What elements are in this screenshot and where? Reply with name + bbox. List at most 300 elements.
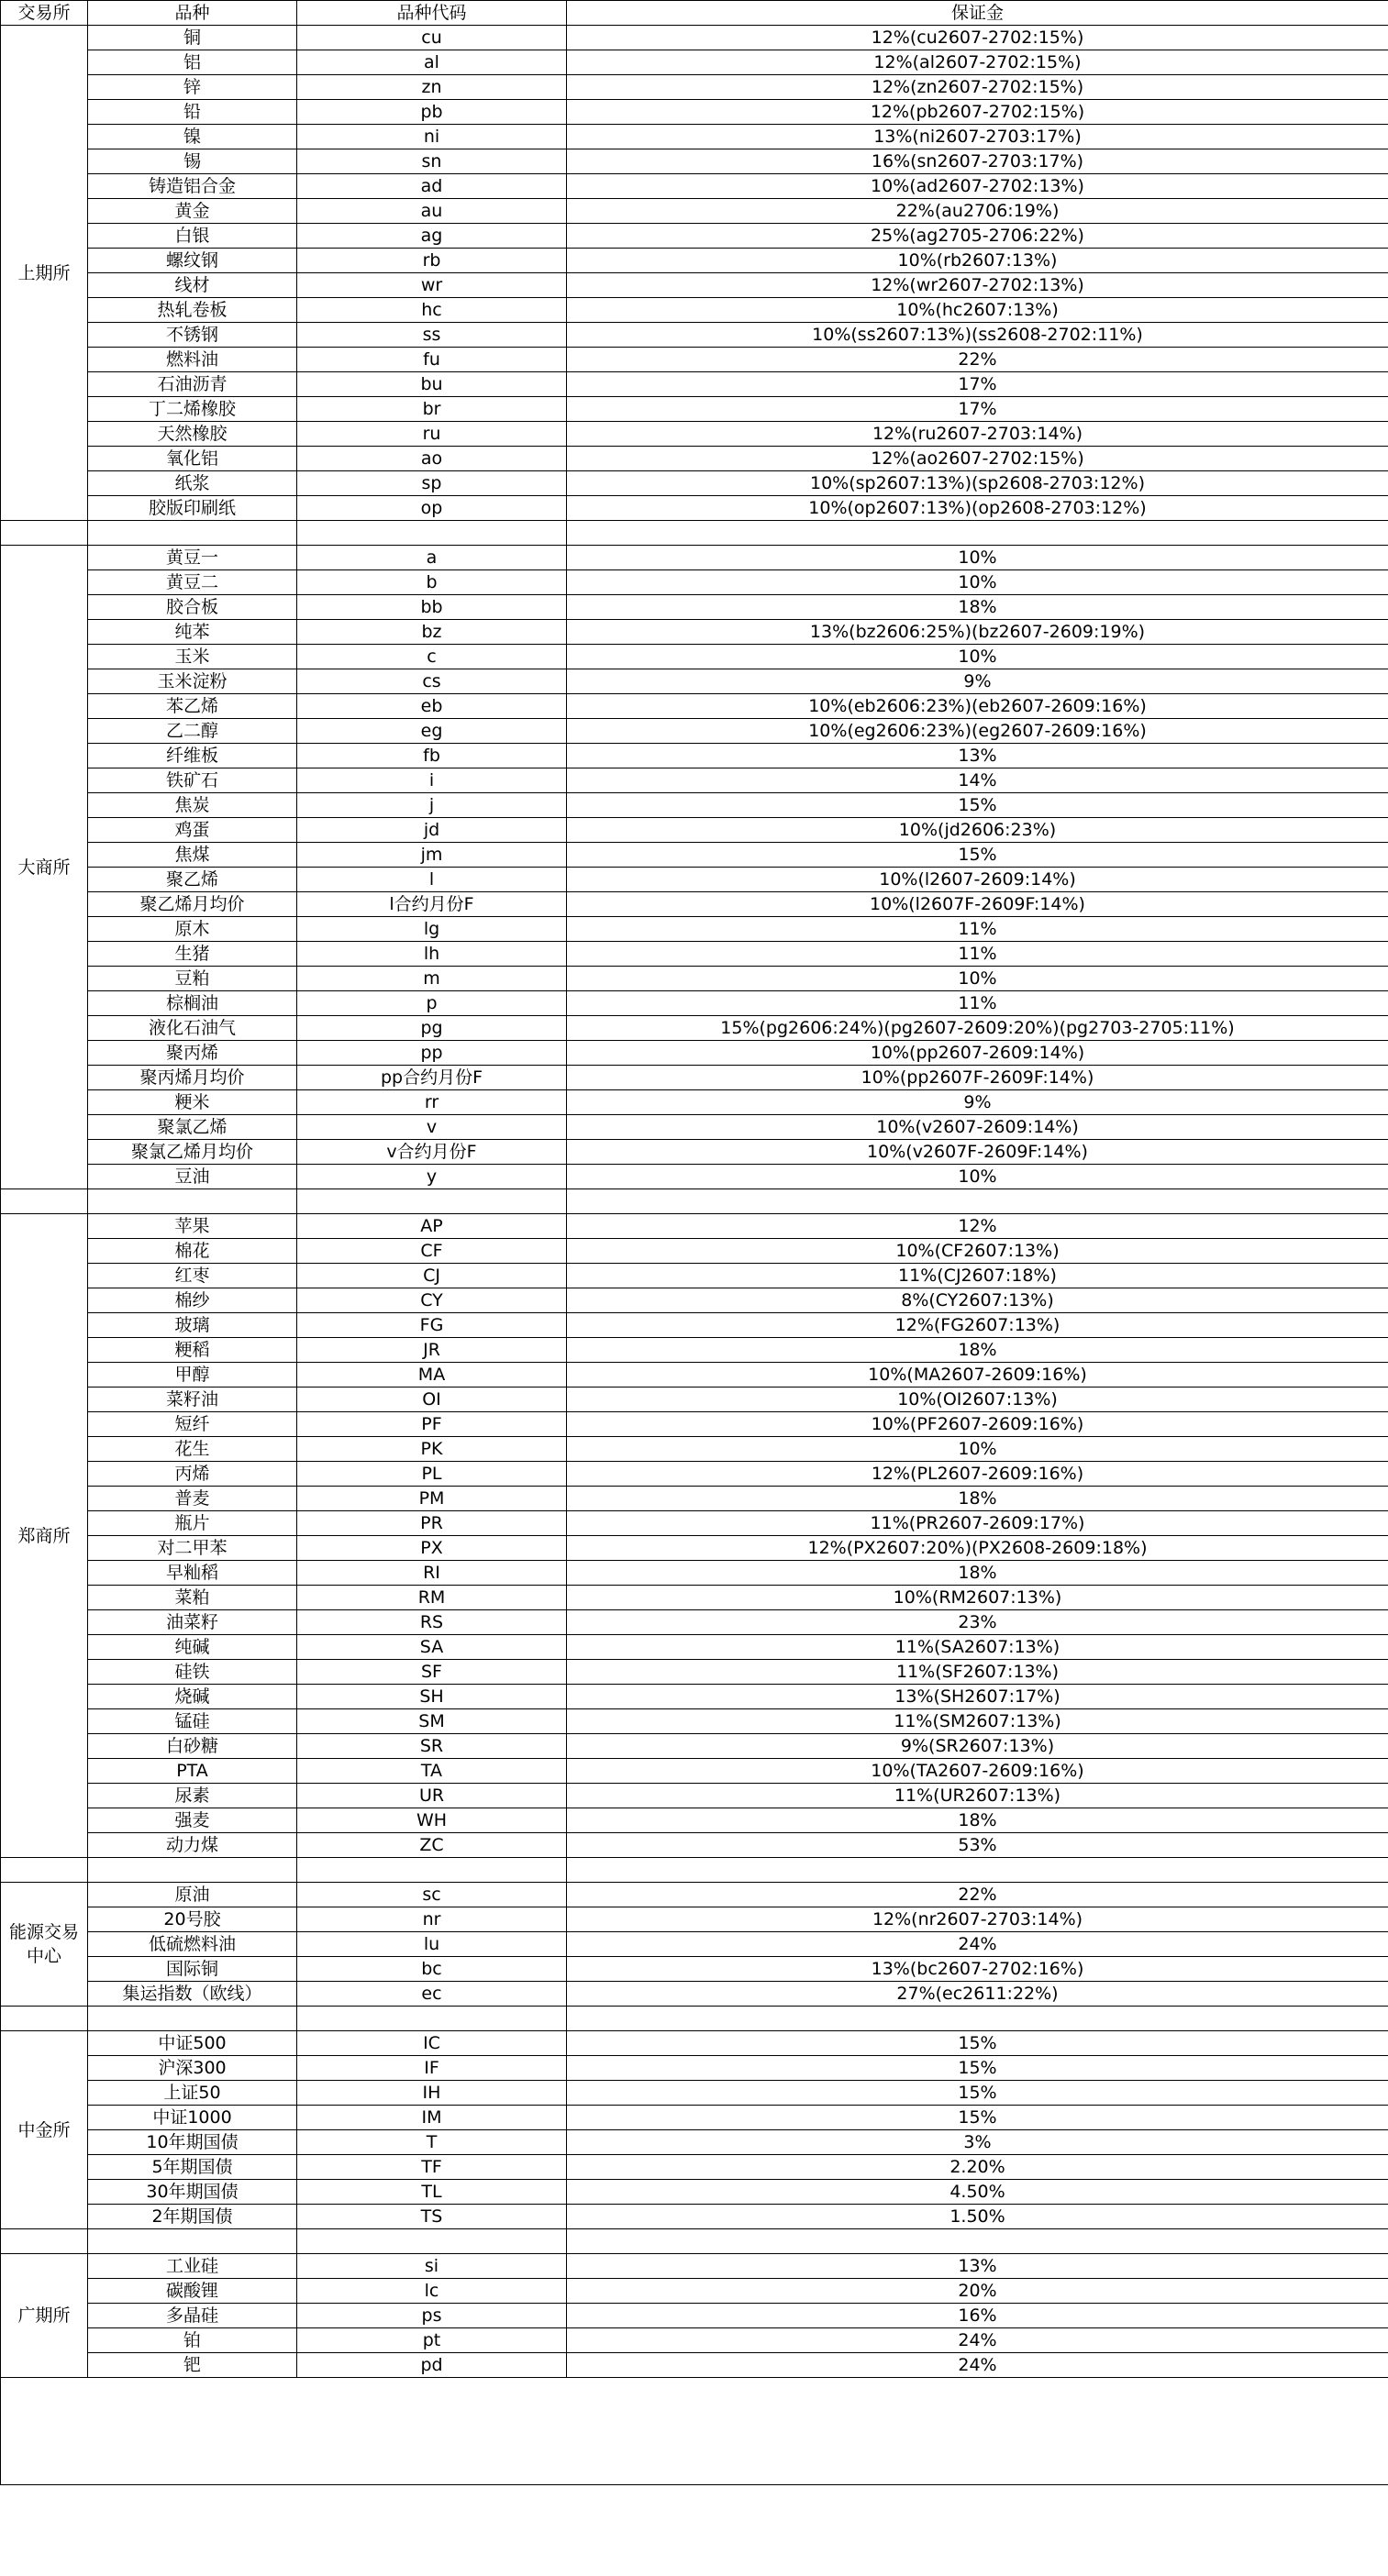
blank-cell (88, 1189, 297, 1214)
table-row (1, 868, 1388, 892)
code-cell: lc (297, 2279, 567, 2304)
table-row (1, 1635, 1388, 1660)
table-row (1, 125, 1388, 149)
code-cell: TF (297, 2155, 567, 2180)
blank-cell (567, 1189, 1388, 1214)
margin-cell: 10%(CF2607:13%) (567, 1239, 1388, 1264)
margin-cell: 10%(jd2606:23%) (567, 818, 1388, 843)
variety-cell: 胶合板 (88, 595, 297, 620)
table-row (1, 348, 1388, 372)
exchange-cell: 上期所 (1, 26, 88, 521)
code-cell: v合约月份F (297, 1140, 567, 1165)
table-row (1, 1511, 1388, 1536)
code-cell: PF (297, 1412, 567, 1437)
margin-cell: 17% (567, 397, 1388, 422)
code-cell: bz (297, 620, 567, 645)
code-cell: IF (297, 2056, 567, 2081)
variety-cell: 焦煤 (88, 843, 297, 868)
code-cell: CF (297, 1239, 567, 1264)
code-cell: wr (297, 273, 567, 298)
variety-cell: 瓶片 (88, 1511, 297, 1536)
margin-cell: 11%(SA2607:13%) (567, 1635, 1388, 1660)
code-cell: ss (297, 323, 567, 348)
margin-cell: 15% (567, 2081, 1388, 2106)
variety-cell: 钯 (88, 2353, 297, 2378)
table-row (1, 471, 1388, 496)
blank-cell (1, 521, 88, 546)
table-row (1, 1586, 1388, 1610)
table-row (1, 645, 1388, 669)
code-cell: zn (297, 75, 567, 100)
code-cell: y (297, 1165, 567, 1189)
margin-cell: 11%(CJ2607:18%) (567, 1264, 1388, 1288)
variety-cell: 菜粕 (88, 1586, 297, 1610)
variety-cell: 黄豆二 (88, 570, 297, 595)
variety-cell: 早籼稻 (88, 1561, 297, 1586)
variety-cell: 豆油 (88, 1165, 297, 1189)
margin-cell: 10%(ad2607-2702:13%) (567, 174, 1388, 199)
code-cell: MA (297, 1363, 567, 1388)
margin-cell: 11%(UR2607:13%) (567, 1784, 1388, 1808)
table-row (1, 917, 1388, 942)
code-cell: sn (297, 149, 567, 174)
code-cell: eb (297, 694, 567, 719)
margin-cell: 24% (567, 1932, 1388, 1957)
margin-cell: 27%(ec2611:22%) (567, 1982, 1388, 2007)
code-cell: PM (297, 1487, 567, 1511)
code-cell: SH (297, 1685, 567, 1709)
margin-cell: 10%(TA2607-2609:16%) (567, 1759, 1388, 1784)
table-row (1, 1883, 1388, 1907)
variety-cell: 菜籽油 (88, 1388, 297, 1412)
code-cell: al (297, 50, 567, 75)
code-cell: op (297, 496, 567, 521)
margin-cell: 9% (567, 1090, 1388, 1115)
margin-cell: 13%(SH2607:17%) (567, 1685, 1388, 1709)
margin-cell: 10%(rb2607:13%) (567, 249, 1388, 273)
variety-cell: 镍 (88, 125, 297, 149)
margin-cell: 12%(PX2607:20%)(PX2608-2609:18%) (567, 1536, 1388, 1561)
code-cell: ru (297, 422, 567, 447)
table-row (1, 669, 1388, 694)
blank-cell (297, 1858, 567, 1883)
table-row (1, 1239, 1388, 1264)
code-cell: bu (297, 372, 567, 397)
code-cell: ps (297, 2304, 567, 2328)
margin-cell: 15% (567, 793, 1388, 818)
variety-cell: 铅 (88, 100, 297, 125)
table-row (1, 1016, 1388, 1041)
code-cell: RS (297, 1610, 567, 1635)
code-cell: nr (297, 1907, 567, 1932)
blank-cell (1, 1189, 88, 1214)
margin-cell: 15% (567, 2106, 1388, 2130)
code-cell: br (297, 397, 567, 422)
margin-cell: 24% (567, 2353, 1388, 2378)
code-cell: pd (297, 2353, 567, 2378)
code-cell: pg (297, 1016, 567, 1041)
variety-cell: 线材 (88, 273, 297, 298)
variety-cell: 碳酸锂 (88, 2279, 297, 2304)
code-cell: TS (297, 2205, 567, 2229)
margin-cell: 10%(hc2607:13%) (567, 298, 1388, 323)
table-row (1, 1288, 1388, 1313)
margin-cell: 16%(sn2607-2703:17%) (567, 149, 1388, 174)
blank-cell (297, 2007, 567, 2031)
table-row (1, 372, 1388, 397)
variety-cell: 石油沥青 (88, 372, 297, 397)
variety-cell: 乙二醇 (88, 719, 297, 744)
margin-cell: 11% (567, 942, 1388, 967)
variety-cell: 尿素 (88, 1784, 297, 1808)
variety-cell: 丁二烯橡胶 (88, 397, 297, 422)
variety-cell: 20号胶 (88, 1907, 297, 1932)
variety-cell: 锡 (88, 149, 297, 174)
table-row (1, 2328, 1388, 2353)
variety-cell: 锌 (88, 75, 297, 100)
blank-cell (567, 2229, 1388, 2254)
table-row (1, 2254, 1388, 2279)
table-row (1, 2353, 1388, 2378)
table-row (1, 793, 1388, 818)
code-cell: TL (297, 2180, 567, 2205)
code-cell: PK (297, 1437, 567, 1462)
table-row (1, 1041, 1388, 1066)
variety-cell: 集运指数（欧线） (88, 1982, 297, 2007)
margin-cell: 10% (567, 570, 1388, 595)
code-cell: jd (297, 818, 567, 843)
code-cell: ni (297, 125, 567, 149)
margin-cell: 18% (567, 1561, 1388, 1586)
code-cell: RI (297, 1561, 567, 1586)
margin-cell: 22% (567, 348, 1388, 372)
code-cell: PR (297, 1511, 567, 1536)
variety-cell: 原木 (88, 917, 297, 942)
variety-cell: 氧化铝 (88, 447, 297, 471)
code-cell: l合约月份F (297, 892, 567, 917)
code-cell: T (297, 2130, 567, 2155)
blank-cell (1, 2229, 88, 2254)
code-cell: b (297, 570, 567, 595)
variety-cell: 油菜籽 (88, 1610, 297, 1635)
table-row (1, 496, 1388, 521)
variety-cell: 豆粕 (88, 967, 297, 991)
variety-cell: 沪深300 (88, 2056, 297, 2081)
blank-cell (567, 1858, 1388, 1883)
code-cell: hc (297, 298, 567, 323)
code-cell: eg (297, 719, 567, 744)
code-cell: AP (297, 1214, 567, 1239)
variety-cell: 甲醇 (88, 1363, 297, 1388)
margin-cell: 10%(MA2607-2609:16%) (567, 1363, 1388, 1388)
table-row (1, 1165, 1388, 1189)
code-cell: SF (297, 1660, 567, 1685)
table-row (1, 942, 1388, 967)
table-row (1, 1610, 1388, 1635)
margin-cell: 11% (567, 917, 1388, 942)
blank-cell (88, 2007, 297, 2031)
margin-cell: 18% (567, 1487, 1388, 1511)
table-row (1, 595, 1388, 620)
table-row (1, 2130, 1388, 2155)
table-row (1, 768, 1388, 793)
variety-cell: 聚丙烯月均价 (88, 1066, 297, 1090)
code-cell: j (297, 793, 567, 818)
variety-cell: 普麦 (88, 1487, 297, 1511)
table-row (1, 818, 1388, 843)
table-row (1, 149, 1388, 174)
variety-cell: 铜 (88, 26, 297, 50)
margin-cell: 15%(pg2606:24%)(pg2607-2609:20%)(pg2703-2705:11%) (567, 1016, 1388, 1041)
margin-cell: 10%(sp2607:13%)(sp2608-2703:12%) (567, 471, 1388, 496)
code-cell: TA (297, 1759, 567, 1784)
variety-cell: 工业硅 (88, 2254, 297, 2279)
margin-cell: 22% (567, 1883, 1388, 1907)
margin-cell: 17% (567, 372, 1388, 397)
table-row (1, 1487, 1388, 1511)
margin-cell: 10%(l2607-2609:14%) (567, 868, 1388, 892)
margin-cell: 10%(OI2607:13%) (567, 1388, 1388, 1412)
exchange-cell: 中金所 (1, 2031, 88, 2229)
variety-cell: PTA (88, 1759, 297, 1784)
table-row (1, 1412, 1388, 1437)
table-row (1, 50, 1388, 75)
margin-cell: 10%(PF2607-2609:16%) (567, 1412, 1388, 1437)
table-row (1, 1734, 1388, 1759)
margin-cell: 12%(cu2607-2702:15%) (567, 26, 1388, 50)
code-cell: lg (297, 917, 567, 942)
table-row (1, 224, 1388, 249)
table-row (1, 1536, 1388, 1561)
margin-cell: 23% (567, 1610, 1388, 1635)
table-row (1, 2279, 1388, 2304)
variety-cell: 铸造铝合金 (88, 174, 297, 199)
margin-cell: 10%(eg2606:23%)(eg2607-2609:16%) (567, 719, 1388, 744)
margin-cell: 3% (567, 2130, 1388, 2155)
variety-cell: 丙烯 (88, 1462, 297, 1487)
margin-cell: 15% (567, 2056, 1388, 2081)
margin-cell: 10% (567, 546, 1388, 570)
code-cell: IC (297, 2031, 567, 2056)
margin-cell: 12%(ao2607-2702:15%) (567, 447, 1388, 471)
variety-cell: 玻璃 (88, 1313, 297, 1338)
margin-cell: 10%(op2607:13%)(op2608-2703:12%) (567, 496, 1388, 521)
code-cell: sp (297, 471, 567, 496)
blank-cell (297, 1189, 567, 1214)
code-cell: ao (297, 447, 567, 471)
table-row (1, 1808, 1388, 1833)
table-body (1, 26, 1388, 2485)
table-row (1, 1140, 1388, 1165)
table-row (1, 1437, 1388, 1462)
exchange-cell: 大商所 (1, 546, 88, 1189)
margin-cell: 14% (567, 768, 1388, 793)
table-row (1, 843, 1388, 868)
code-cell: OI (297, 1388, 567, 1412)
margin-cell: 11%(PR2607-2609:17%) (567, 1511, 1388, 1536)
code-cell: lh (297, 942, 567, 967)
variety-cell: 纸浆 (88, 471, 297, 496)
variety-cell: 苯乙烯 (88, 694, 297, 719)
variety-cell: 花生 (88, 1437, 297, 1462)
code-cell: sc (297, 1883, 567, 1907)
table-row (1, 422, 1388, 447)
separator-row (1, 2007, 1388, 2031)
header-code: 品种代码 (297, 1, 567, 26)
margin-cell: 24% (567, 2328, 1388, 2353)
table-row (1, 546, 1388, 570)
variety-cell: 低硫燃料油 (88, 1932, 297, 1957)
variety-cell: 聚乙烯 (88, 868, 297, 892)
blank-cell (297, 2229, 567, 2254)
table-row (1, 100, 1388, 125)
blank-cell (88, 2229, 297, 2254)
code-cell: JR (297, 1338, 567, 1363)
separator-row (1, 1189, 1388, 1214)
table-row (1, 1957, 1388, 1982)
variety-cell: 棉纱 (88, 1288, 297, 1313)
margin-cell: 12% (567, 1214, 1388, 1239)
margin-cell: 10%(pp2607-2609:14%) (567, 1041, 1388, 1066)
blank-footer-cell (1, 2378, 1388, 2485)
variety-cell: 纯碱 (88, 1635, 297, 1660)
blank-cell (88, 521, 297, 546)
variety-cell: 聚氯乙烯 (88, 1115, 297, 1140)
variety-cell: 热轧卷板 (88, 298, 297, 323)
code-cell: ad (297, 174, 567, 199)
variety-cell: 鸡蛋 (88, 818, 297, 843)
header-exchange: 交易所 (1, 1, 88, 26)
variety-cell: 动力煤 (88, 1833, 297, 1858)
margin-cell: 9% (567, 669, 1388, 694)
table-row (1, 323, 1388, 348)
table-row (1, 1561, 1388, 1586)
table-row (1, 447, 1388, 471)
table-row (1, 75, 1388, 100)
code-cell: pt (297, 2328, 567, 2353)
variety-cell: 苹果 (88, 1214, 297, 1239)
variety-cell: 原油 (88, 1883, 297, 1907)
variety-cell: 棕榈油 (88, 991, 297, 1016)
variety-cell: 生猪 (88, 942, 297, 967)
code-cell: PX (297, 1536, 567, 1561)
table-row (1, 1090, 1388, 1115)
code-cell: pb (297, 100, 567, 125)
margin-cell: 15% (567, 843, 1388, 868)
code-cell: ZC (297, 1833, 567, 1858)
code-cell: SM (297, 1709, 567, 1734)
code-cell: c (297, 645, 567, 669)
table-row (1, 2155, 1388, 2180)
margin-cell: 13%(bz2606:25%)(bz2607-2609:19%) (567, 620, 1388, 645)
code-cell: m (297, 967, 567, 991)
table-row (1, 1115, 1388, 1140)
margin-cell: 13%(bc2607-2702:16%) (567, 1957, 1388, 1982)
variety-cell: 黄豆一 (88, 546, 297, 570)
margin-cell: 20% (567, 2279, 1388, 2304)
variety-cell: 纯苯 (88, 620, 297, 645)
margin-cell: 11%(SM2607:13%) (567, 1709, 1388, 1734)
table-row (1, 744, 1388, 768)
margin-cell: 53% (567, 1833, 1388, 1858)
table-row (1, 991, 1388, 1016)
code-cell: cs (297, 669, 567, 694)
table-row (1, 26, 1388, 50)
margin-cell: 1.50% (567, 2205, 1388, 2229)
margin-cell: 10% (567, 967, 1388, 991)
variety-cell: 硅铁 (88, 1660, 297, 1685)
table-row (1, 620, 1388, 645)
code-cell: v (297, 1115, 567, 1140)
variety-cell: 对二甲苯 (88, 1536, 297, 1561)
margin-cell: 13%(ni2607-2703:17%) (567, 125, 1388, 149)
margin-cell: 11%(SF2607:13%) (567, 1660, 1388, 1685)
margin-cell: 12%(wr2607-2702:13%) (567, 273, 1388, 298)
code-cell: jm (297, 843, 567, 868)
variety-cell: 白银 (88, 224, 297, 249)
table-row (1, 2304, 1388, 2328)
variety-cell: 玉米淀粉 (88, 669, 297, 694)
code-cell: ag (297, 224, 567, 249)
code-cell: RM (297, 1586, 567, 1610)
table-row (1, 967, 1388, 991)
margin-cell: 10%(RM2607:13%) (567, 1586, 1388, 1610)
separator-row (1, 2229, 1388, 2254)
code-cell: l (297, 868, 567, 892)
header-margin: 保证金 (567, 1, 1388, 26)
margin-cell: 18% (567, 1808, 1388, 1833)
table-row (1, 892, 1388, 917)
table-row (1, 719, 1388, 744)
code-cell: i (297, 768, 567, 793)
variety-cell: 棉花 (88, 1239, 297, 1264)
blank-cell (297, 521, 567, 546)
code-cell: PL (297, 1462, 567, 1487)
table-row (1, 1982, 1388, 2007)
margin-cell: 18% (567, 595, 1388, 620)
separator-row (1, 1858, 1388, 1883)
table-row (1, 1932, 1388, 1957)
variety-cell: 玉米 (88, 645, 297, 669)
code-cell: CY (297, 1288, 567, 1313)
code-cell: FG (297, 1313, 567, 1338)
margin-cell: 10%(v2607F-2609F:14%) (567, 1140, 1388, 1165)
table-row (1, 249, 1388, 273)
table-row (1, 1709, 1388, 1734)
margin-cell: 13% (567, 2254, 1388, 2279)
code-cell: rr (297, 1090, 567, 1115)
separator-row (1, 521, 1388, 546)
blank-cell (88, 1858, 297, 1883)
variety-cell: 白砂糖 (88, 1734, 297, 1759)
table-row (1, 1214, 1388, 1239)
variety-cell: 液化石油气 (88, 1016, 297, 1041)
margin-cell: 2.20% (567, 2155, 1388, 2180)
table-row (1, 1907, 1388, 1932)
variety-cell: 30年期国债 (88, 2180, 297, 2205)
table-row (1, 2205, 1388, 2229)
table-row (1, 1759, 1388, 1784)
table-row (1, 1685, 1388, 1709)
code-cell: cu (297, 26, 567, 50)
table-row (1, 1313, 1388, 1338)
code-cell: p (297, 991, 567, 1016)
margin-cell: 12%(FG2607:13%) (567, 1313, 1388, 1338)
header-row (1, 1, 1388, 26)
margin-cell: 12%(al2607-2702:15%) (567, 50, 1388, 75)
table-row (1, 1363, 1388, 1388)
variety-cell: 黄金 (88, 199, 297, 224)
